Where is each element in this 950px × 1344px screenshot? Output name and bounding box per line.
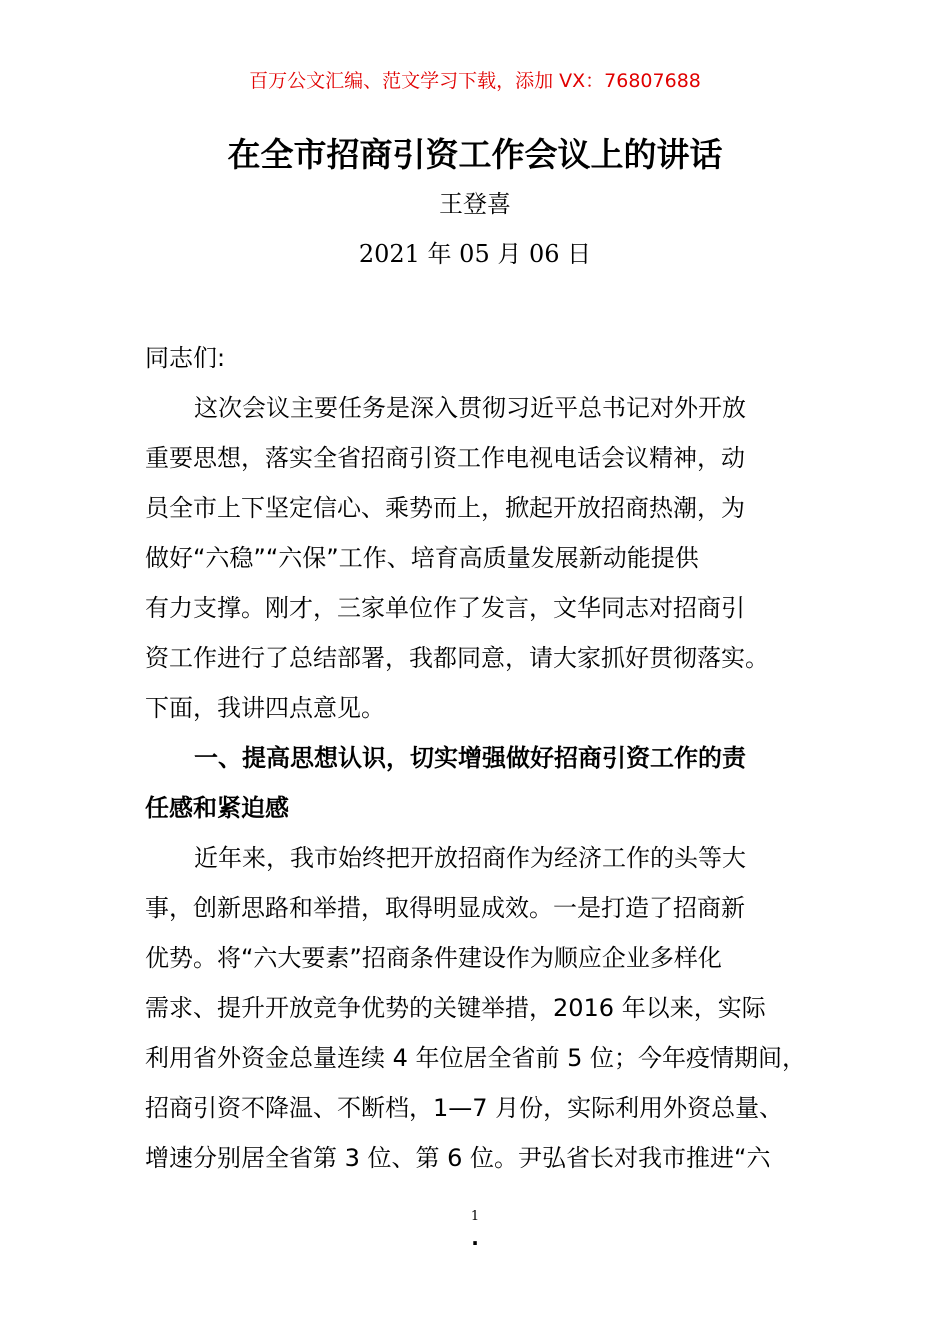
paragraph-line: 这次会议主要任务是深入贯彻习近平总书记对外开放 [194, 394, 746, 422]
paragraph-line: 下面，我讲四点意见。 [145, 694, 385, 722]
document-title: 在全市招商引资工作会议上的讲话 [227, 135, 723, 174]
speech-body [145, 333, 835, 1183]
paragraph-line: 增速分别居全省第 3 位、第 6 位。尹弘省长对我市推进“六 [145, 1144, 771, 1172]
section-heading: 一、提高思想认识，切实增强做好招商引资工作的责 [194, 744, 746, 772]
paragraph-line: 资工作进行了总结部署，我都同意，请大家抓好贯彻落实。 [145, 644, 769, 672]
page-number: 1 [470, 1209, 480, 1224]
document-date: 2021 年 05 月 06 日 [358, 240, 592, 268]
paragraph-line: 招商引资不降温、不断档，1—7 月份，实际利用外资总量、 [145, 1094, 784, 1122]
paragraph-line: 利用省外资金总量连续 4 年位居全省前 5 位；今年疫情期间， [145, 1044, 807, 1072]
paragraph-line: 做好“六稳”“六保”工作、培育高质量发展新动能提供 [145, 544, 699, 572]
paragraph-line: 近年来，我市始终把开放招商作为经济工作的头等大 [194, 844, 746, 872]
salutation: 同志们: [145, 344, 226, 372]
paragraph-line: 优势。将“六大要素”招商条件建设作为顺应企业多样化 [145, 944, 722, 972]
footer-dot: . [471, 1226, 479, 1250]
watermark-header: 百万公文汇编、范文学习下载，添加 VX：76807688 [249, 70, 701, 92]
document-author: 王登喜 [439, 190, 511, 218]
paragraph-line: 需求、提升开放竞争优势的关键举措，2016 年以来，实际 [145, 994, 766, 1022]
paragraph-line: 事，创新思路和举措，取得明显成效。一是打造了招商新 [145, 894, 745, 922]
paragraph-line: 重要思想，落实全省招商引资工作电视电话会议精神，动 [145, 444, 745, 472]
paragraph-line: 员全市上下坚定信心、乘势而上，掀起开放招商热潮，为 [145, 494, 745, 522]
section-heading: 任感和紧迫感 [145, 794, 289, 822]
paragraph-line: 有力支撑。刚才，三家单位作了发言，文华同志对招商引 [145, 594, 745, 622]
